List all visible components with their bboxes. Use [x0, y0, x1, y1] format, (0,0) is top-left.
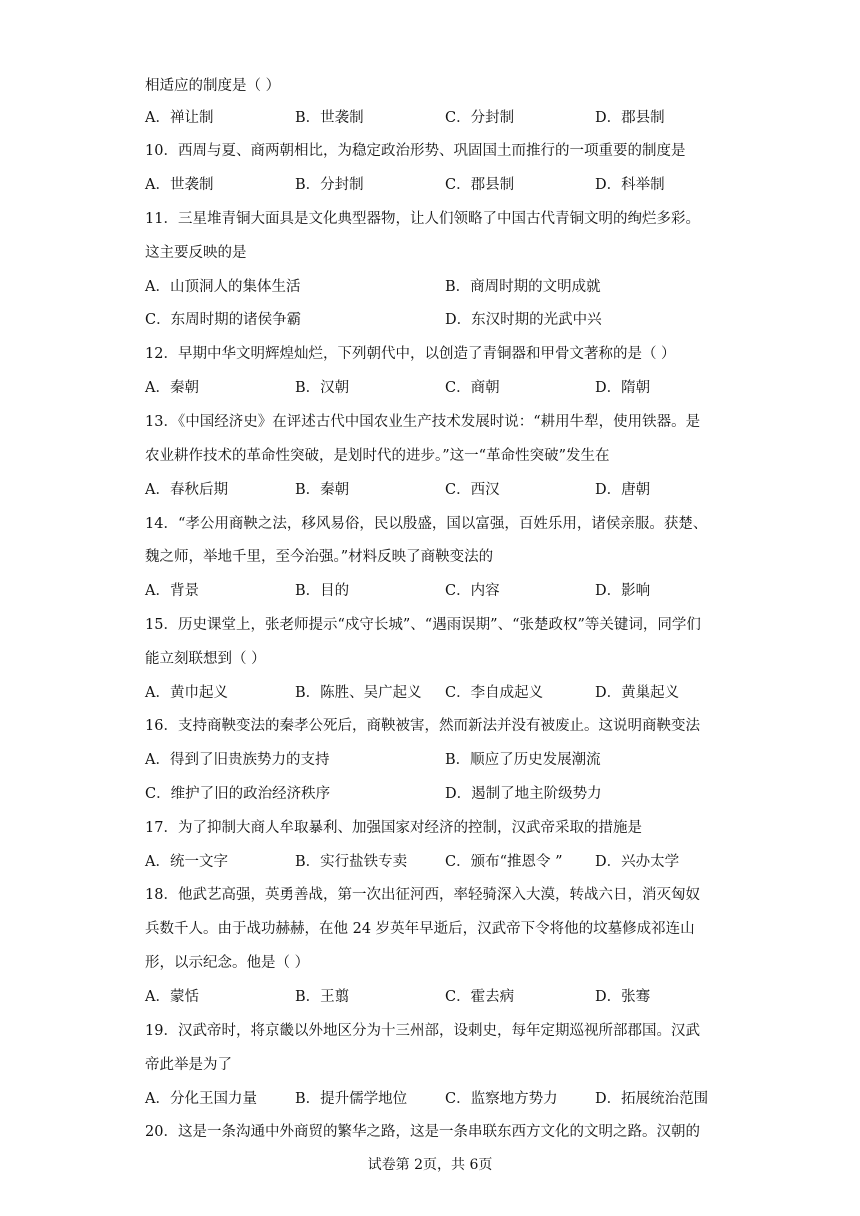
option-c: C．霍去病 — [445, 989, 515, 1005]
option-b: B．汉朝 — [295, 380, 350, 396]
option-b: B．商周时期的文明成就 — [445, 279, 601, 295]
option-a: A．春秋后期 — [145, 482, 228, 498]
question-11-cont: 这主要反映的是 — [145, 245, 247, 261]
question-18-cont: 兵数千人。由于战功赫赫，在他 24 岁英年早逝后，汉武帝下令将他的坟墓修成祁连山 — [145, 921, 695, 937]
option-c: C．监察地方势力 — [445, 1091, 558, 1107]
option-d: D．黄巢起义 — [595, 685, 680, 701]
option-a: A．禅让制 — [145, 110, 214, 126]
question-19: 19．汉武帝时，将京畿以外地区分为十三州部，设刺史，每年定期巡视所部郡国。汉武 — [145, 1023, 700, 1039]
option-b: B．世袭制 — [295, 110, 364, 126]
option-c: C．商朝 — [445, 380, 500, 396]
question-14-cont: 魏之师，举地千里，至今治强。”材料反映了商鞅变法的 — [145, 549, 494, 565]
question-17: 17．为了抑制大商人牟取暴利、加强国家对经济的控制，汉武帝采取的措施是 — [145, 820, 642, 836]
option-a: A．秦朝 — [145, 380, 199, 396]
question-12: 12．早期中华文明辉煌灿烂，下列朝代中，以创造了青铜器和甲骨文著称的是（ ） — [145, 346, 676, 362]
option-a: A．背景 — [145, 583, 199, 599]
option-a: A．山顶洞人的集体生活 — [145, 279, 301, 295]
question-20: 20．这是一条沟通中外商贸的繁华之路，这是一条串联东西方文化的文明之路。汉朝的 — [145, 1124, 700, 1140]
option-a: A．蒙恬 — [145, 989, 199, 1005]
option-d: D．东汉时期的光武中兴 — [445, 312, 602, 328]
question-11: 11．三星堆青铜大面具是文化典型器物，让人们领略了中国古代青铜文明的绚烂多彩。 — [145, 211, 700, 227]
option-c: C．颁布“推恩令 ” — [445, 854, 563, 870]
option-c: C．分封制 — [445, 110, 515, 126]
question-15: 15．历史课堂上，张老师提示“戍守长城”、“遇雨误期”、“张楚政权”等关键词，同学们 — [145, 617, 701, 633]
question-16: 16．支持商鞅变法的秦孝公死后，商鞅被害，然而新法并没有被废止。这说明商鞅变法 — [145, 718, 700, 734]
question-18: 18．他武艺高强，英勇善战，第一次出征河西，率轻骑深入大漠，转战六日，消灭匈奴 — [145, 887, 700, 903]
option-b: B．顺应了历史发展潮流 — [445, 752, 601, 768]
option-c: C．郡县制 — [445, 177, 515, 193]
option-b: B．陈胜、吴广起义 — [295, 685, 422, 701]
question-14: 14．“孝公用商鞅之法，移风易俗，民以殷盛，国以富强，百姓乐用，诸侯亲服。获楚、 — [145, 516, 708, 532]
option-d: D．科举制 — [595, 177, 665, 193]
option-b: B．目的 — [295, 583, 350, 599]
option-d: D．张骞 — [595, 989, 651, 1005]
question-15-cont: 能立刻联想到（ ） — [145, 651, 266, 667]
option-c: C．西汉 — [445, 482, 500, 498]
question-13: 13．《中国经济史》在评述古代中国农业生产技术发展时说：“耕用牛犁，使用铁器。是 — [145, 414, 701, 430]
option-b: B．实行盐铁专卖 — [295, 854, 408, 870]
question-19-cont: 帝此举是为了 — [145, 1057, 232, 1073]
page-footer: 试卷第 2页，共 6页 — [367, 1157, 493, 1173]
option-d: D．唐朝 — [595, 482, 651, 498]
option-a: A．世袭制 — [145, 177, 214, 193]
option-a: A．分化王国力量 — [145, 1091, 257, 1107]
option-b: B．分封制 — [295, 177, 364, 193]
option-a: A．统一文字 — [145, 854, 228, 870]
option-a: A．黄巾起义 — [145, 685, 228, 701]
option-d: D．郡县制 — [595, 110, 665, 126]
option-d: D．影响 — [595, 583, 651, 599]
option-d: D．拓展统治范围 — [595, 1091, 709, 1107]
option-d: D．遏制了地主阶级势力 — [445, 786, 602, 802]
question-text: 相适应的制度是（ ） — [145, 78, 281, 94]
option-c: C．内容 — [445, 583, 500, 599]
option-b: B．王翦 — [295, 989, 350, 1005]
option-c: C．维护了旧的政治经济秩序 — [145, 786, 331, 802]
option-b: B．提升儒学地位 — [295, 1091, 408, 1107]
option-b: B．秦朝 — [295, 482, 350, 498]
option-c: C．李自成起义 — [445, 685, 544, 701]
option-c: C．东周时期的诸侯争霸 — [145, 312, 302, 328]
question-10: 10．西周与夏、商两朝相比，为稳定政治形势、巩固国土而推行的一项重要的制度是 — [145, 143, 686, 159]
option-a: A．得到了旧贵族势力的支持 — [145, 752, 330, 768]
option-d: D．兴办太学 — [595, 854, 680, 870]
option-d: D．隋朝 — [595, 380, 651, 396]
question-18-cont2: 形，以示纪念。他是（ ） — [145, 955, 310, 971]
question-13-cont: 农业耕作技术的革命性突破，是划时代的进步。”这一“革命性突破”发生在 — [145, 448, 610, 464]
